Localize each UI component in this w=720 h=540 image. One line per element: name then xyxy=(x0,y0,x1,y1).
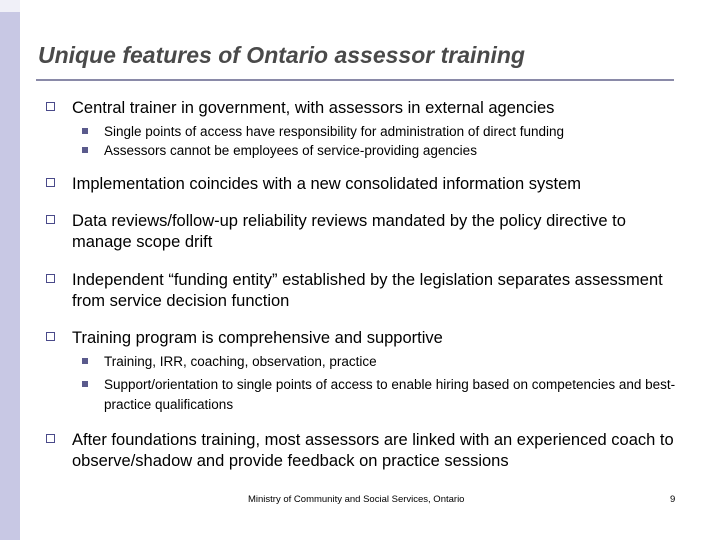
square-bullet-icon xyxy=(46,178,55,187)
square-bullet-icon xyxy=(46,102,55,111)
page-number: 9 xyxy=(670,494,676,505)
sub-bullet-item xyxy=(82,375,682,415)
square-bullet-icon xyxy=(46,434,55,443)
footer-text: Ministry of Community and Social Services, Ontario xyxy=(248,494,465,505)
bullet-text: Training program is comprehensive and supportive xyxy=(72,329,443,347)
bullet-item-6 xyxy=(46,430,686,472)
sub-bullet-text: Assessors cannot be employees of service-providing agencies xyxy=(104,143,477,158)
left-bar-accent xyxy=(0,0,20,12)
square-bullet-icon xyxy=(82,128,88,134)
bullet-item-1 xyxy=(46,98,686,119)
title-underline xyxy=(36,79,674,81)
sub-bullet-text: Support/orientation to single points of access to enable hiring based on competencies and best-practice qualifications xyxy=(104,377,676,412)
sub-bullet-text: Single points of access have responsibility for administration of direct funding xyxy=(104,124,564,139)
square-bullet-icon xyxy=(82,381,88,387)
slide-title: Unique features of Ontario assessor training xyxy=(38,42,525,68)
bullet-item-3 xyxy=(46,211,686,253)
square-bullet-icon xyxy=(46,332,55,341)
bullet-item-4 xyxy=(46,270,686,312)
bullet-item-5 xyxy=(46,328,686,349)
sub-bullet-item xyxy=(82,141,682,161)
bullet-item-2 xyxy=(46,174,686,195)
bullet-text: Central trainer in government, with assessors in external agencies xyxy=(72,99,555,117)
sub-bullet-text: Training, IRR, coaching, observation, practice xyxy=(104,354,377,369)
bullet-text: Data reviews/follow-up reliability reviews mandated by the policy directive to manage scope drift xyxy=(72,212,626,251)
square-bullet-icon xyxy=(46,215,55,224)
square-bullet-icon xyxy=(46,274,55,283)
square-bullet-icon xyxy=(82,358,88,364)
bullet-text: Implementation coincides with a new consolidated information system xyxy=(72,175,582,193)
sub-bullet-item xyxy=(82,122,682,142)
left-decorative-bar xyxy=(0,0,20,540)
bullet-text: Independent “funding entity” established by the legislation separates assessment from service decision function xyxy=(72,271,663,310)
bullet-text: After foundations training, most assessors are linked with an experienced coach to observe/shadow and provide feedback on practice sessions xyxy=(72,431,674,470)
square-bullet-icon xyxy=(82,147,88,153)
sub-bullet-item xyxy=(82,352,682,372)
